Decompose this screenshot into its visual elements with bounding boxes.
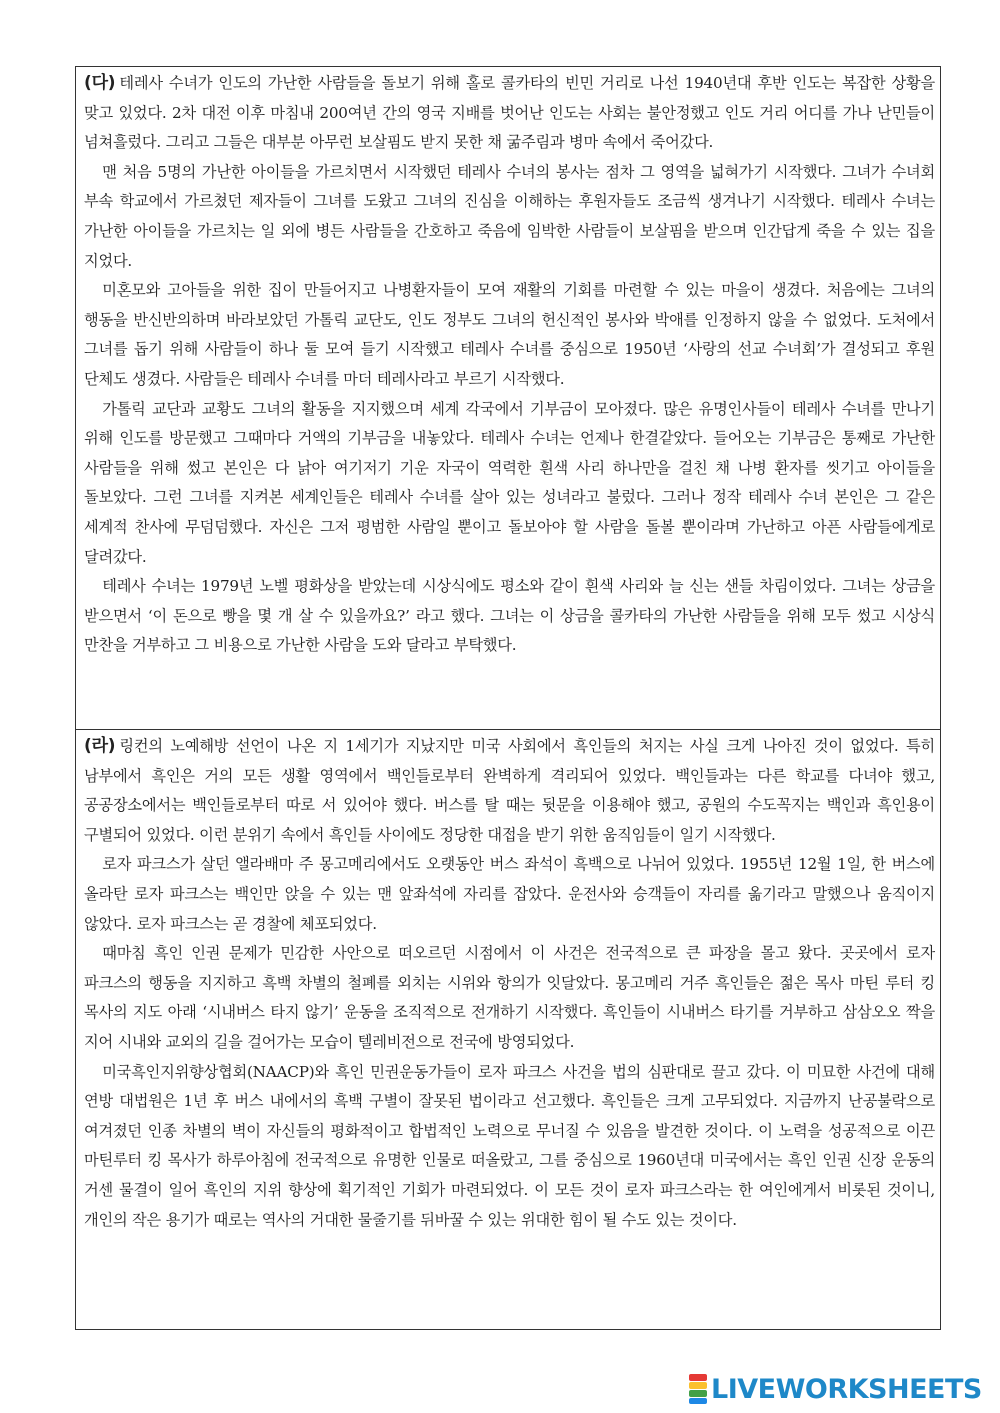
paragraph <box>84 69 935 158</box>
paragraph: 테레사 수녀는 1979년 노벨 평화상을 받았는데 시상식에도 평소와 같이 흰색 사리와 늘 신는 샌들 차림이었다. 그녀는 상금을 받으면서 ‘이 돈으로 빵을 몇 개 살 수 있을까요?’ 라고 했다. 그녀는 이 상금을 콜카타의 가난한 사람들을 위해 모두 썼고 시상식 만찬을 거부하고 그 비용으로 가난한 사람을 도와 달라고 부탁했다. <box>84 577 935 655</box>
liveworksheets-logo[interactable] <box>689 1372 982 1406</box>
logo-stripe <box>689 1382 707 1389</box>
paragraph <box>84 732 935 850</box>
logo-stripe <box>689 1390 707 1397</box>
section-da-marker: (다) <box>84 73 116 93</box>
paragraph-text: 링컨의 노예해방 선언이 나온 지 1세기가 지났지만 미국 사회에서 흑인들의 처지는 사실 크게 나아진 것이 없었다. 특히 남부에서 흑인은 거의 모든 생활 영역에서 백인들로부터 완벽하게 격리되어 있었다. 백인들과는 다른 학교를 다녀야 했고, 공공장소에서는 백인들로부터 따로 서 있어야 했다. 버스를 탈 때는 뒷문을 이용해야 했고, 공원의 수도꼭지는 백인과 흑인용이 구별되어 있었다. 이런 분위기 속에서 흑인들 사이에도 정당한 대접을 받기 위한 움직임들이 일기 시작했다. <box>84 737 935 844</box>
logo-text: LIVEWORKSHEETS <box>711 1373 982 1405</box>
paragraph: 미국흑인지위향상협회(NAACP)와 흑인 민권운동가들이 로자 파크스 사건을 법의 심판대로 끌고 갔다. 이 미묘한 사건에 대해 연방 대법원은 1년 후 버스 내에서의 흑백 구별이 잘못된 법이라고 선고했다. 흑인들은 크게 고무되었다. 지금까지 난공불락으로 여겨졌던 인종 차별의 벽이 자신들의 평화적이고 합법적인 노력으로 무너질 수 있음을 발견한 것이다. 이 노력을 성공적으로 이끈 마틴루터 킹 목사가 하루아침에 전국적으로 유명한 인물로 떠올랐고, 그를 중심으로 1960년대 미국에서는 흑인 인권 신장 운동의 거센 물결이 일어 흑인의 지위 향상에 획기적인 기회가 마련되었다. 이 모든 것이 로자 파크스라는 한 여인에게서 비롯된 것이니, 개인의 작은 용기가 때로는 역사의 거대한 물줄기를 뒤바꿀 수 있는 위대한 힘이 될 수도 있는 것이다. <box>84 1062 935 1229</box>
paragraph: 로자 파크스가 살던 앨라배마 주 몽고메리에서도 오랫동안 버스 좌석이 흑백으로 나뉘어 있었다. 1955년 12월 1일, 한 버스에 올라탄 로자 파크스는 백인만 앉을 수 있는 맨 앞좌석에 자리를 잡았다. 운전사와 승객들이 자리를 옮기라고 말했으나 움직이지 않았다. 로자 파크스는 곧 경찰에 체포되었다. <box>84 855 935 933</box>
paragraph: 때마침 흑인 인권 문제가 민감한 사안으로 떠오르던 시점에서 이 사건은 전국적으로 큰 파장을 몰고 왔다. 곳곳에서 로자 파크스의 행동을 지지하고 흑백 차별의 철폐를 외치는 시위와 항의가 잇달았다. 몽고메리 거주 흑인들은 젊은 목사 마틴 루터 킹 목사의 지도 아래 ‘시내버스 타지 않기’ 운동을 조직적으로 전개하기 시작했다. 흑인들이 시내버스 타기를 거부하고 삼삼오오 짝을 지어 시내와 교외의 길을 걸어가는 모습이 텔레비전으로 전국에 방영되었다. <box>84 944 935 1051</box>
logo-stripes-icon <box>689 1374 707 1404</box>
paragraph-text: 테레사 수녀가 인도의 가난한 사람들을 돌보기 위해 홀로 콜카타의 빈민 거리로 나선 1940년대 후반 인도는 복잡한 상황을 맞고 있었다. 2차 대전 이후 마침내 200여년 간의 영국 지배를 벗어난 인도는 사회는 불안정했고 인도 거리 어디를 가나 난민들이 넘쳐흘렀다. 그리고 그들은 대부분 아무런 보살핌도 받지 못한 채 굶주림과 병마 속에서 죽어갔다. <box>84 74 935 152</box>
section-da-box <box>75 66 941 730</box>
paragraph: 맨 처음 5명의 가난한 아이들을 가르치면서 시작했던 테레사 수녀의 봉사는 점차 그 영역을 넓혀가기 시작했다. 그녀가 수녀회 부속 학교에서 가르쳤던 제자들이 그녀를 도왔고 그녀의 진심을 이해하는 후원자들도 조금씩 생겨나기 시작했다. 테레사 수녀는 가난한 아이들을 가르치는 일 외에 병든 사람들을 간호하고 죽음에 임박한 사람들이 보살핌을 받으며 인간답게 죽을 수 있는 집을 지었다. <box>84 162 935 270</box>
section-ra-marker: (라) <box>84 736 116 756</box>
logo-stripe <box>689 1398 707 1404</box>
paragraph: 가톨릭 교단과 교황도 그녀의 활동을 지지했으며 세계 각국에서 기부금이 모아졌다. 많은 유명인사들이 테레사 수녀를 만나기 위해 인도를 방문했고 그때마다 거액의 기부금을 내놓았다. 테레사 수녀는 언제나 한결같았다. 들어오는 기부금은 통째로 가난한 사람들을 위해 썼고 본인은 다 낡아 여기저기 기운 자국이 역력한 흰색 사리 하나만을 걸친 채 나병 환자를 씻기고 아이들을 돌보았다. 그런 그녀를 지켜본 세계인들은 테레사 수녀를 살아 있는 성녀라고 불렀다. 그러나 정작 테레사 수녀 본인은 그 같은 세계적 찬사에 무덤덤했다. 자신은 그저 평범한 사람일 뿐이고 돌보아야 할 사람을 돌볼 뿐이라며 가난하고 아픈 사람들에게로 달려갔다. <box>84 399 935 566</box>
paragraph: 미혼모와 고아들을 위한 집이 만들어지고 나병환자들이 모여 재활의 기회를 마련할 수 있는 마을이 생겼다. 처음에는 그녀의 행동을 반신반의하며 바라보았던 가톨릭 교단도, 인도 정부도 그녀의 헌신적인 봉사와 박애를 인정하지 않을 수 없었다. 도처에서 그녀를 돕기 위해 사람들이 하나 둘 모여 들기 시작했고 테레사 수녀를 중심으로 1950년 ‘사랑의 선교 수녀회’가 결성되고 후원 단체도 생겼다. 사람들은 테레사 수녀를 마더 테레사라고 부르기 시작했다. <box>84 281 935 388</box>
logo-stripe <box>689 1374 707 1381</box>
section-ra-box <box>75 730 941 1330</box>
